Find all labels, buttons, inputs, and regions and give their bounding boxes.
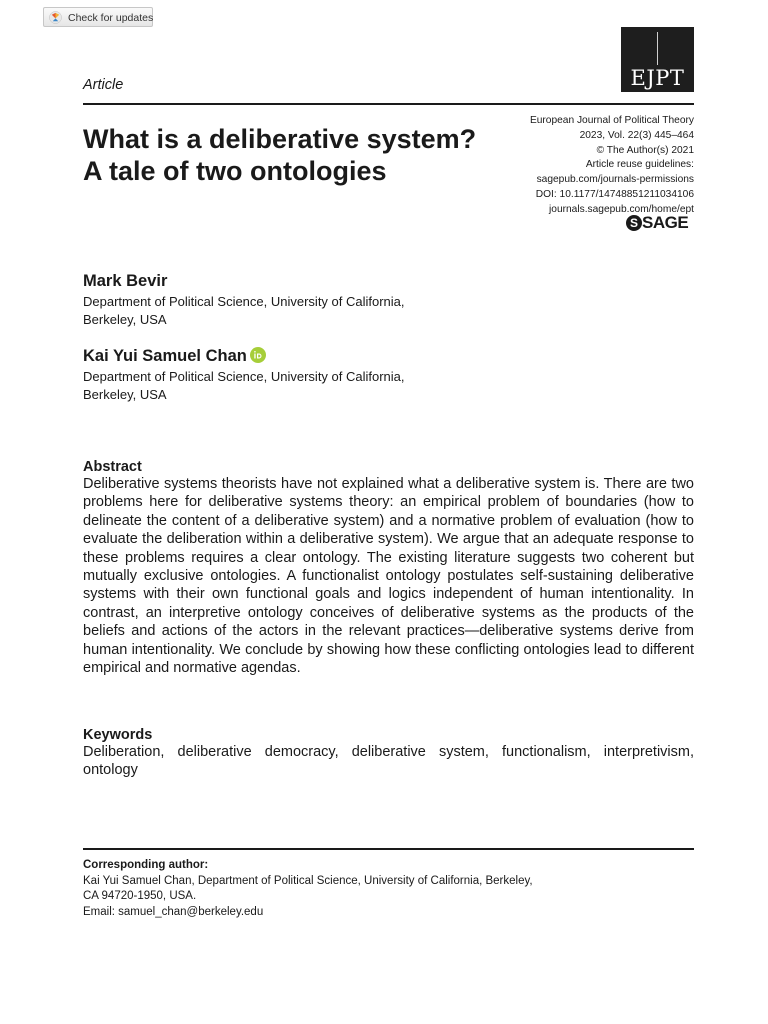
corresponding-author-heading: Corresponding author: [83,859,209,871]
author-block-2 [83,347,405,403]
author-name: Mark Bevir [83,272,168,290]
sage-icon: S [626,215,642,231]
article-type-label: Article [83,77,124,93]
reuse-guidelines-link[interactable]: sagepub.com/journals-permissions [536,174,694,186]
keywords-text: Deliberation, deliberative democracy, deliberative system, functionalism, interpretivism, ontology [83,744,694,779]
author-name: Kai Yui Samuel Chan [83,347,247,365]
corresponding-author-email[interactable]: Email: samuel_chan@berkeley.edu [83,905,264,918]
abstract-section [83,459,694,677]
orcid-icon[interactable] [250,347,266,363]
affiliation-line: Department of Political Science, University of California, [83,369,405,384]
journal-name: European Journal of Political Theory [529,115,694,126]
affiliation-line: Berkeley, USA [83,311,167,327]
header-divider [83,103,694,105]
check-for-updates-label: Check for updates [68,12,154,24]
keywords-heading: Keywords [83,727,153,743]
journal-logo [621,27,694,92]
affiliation-line: Berkeley, USA [83,386,167,402]
corresponding-author-line: Kai Yui Samuel Chan, Department of Political Science, University of California, Berkeley, [83,874,533,887]
article-title: What is a deliberative system? A tale of two ontologies [83,124,477,186]
logo-divider [657,32,658,65]
doi-link[interactable]: DOI: 10.1177/14748851211034106 [535,188,694,200]
affiliation-line: Department of Political Science, University of California, [83,294,405,309]
author-block-1 [83,272,405,328]
journal-home-link[interactable]: journals.sagepub.com/home/ept [549,203,694,215]
abstract-text: Deliberative systems theorists have not explained what a deliberative system is. There are two problems here for deliberative systems theory: an empirical problem of boundaries (how to delineate the content of a deliberative system) and a normative problem of evaluation (how to evaluate the deliberation within a deliberative system). We argue that an adequate response to these problems requires a clear ontology. The existing literature suggests two coherent but mutually exclusive ontologies. A functionalist ontology postulates self-sustaining deliberative systems with their own functional goals and logics independent of human intentionality. In contrast, an interpretive ontology conceives of deliberative systems as the products of the beliefs and actions of the actors in the relevant practices—deliberative systems derive from human intentionality. We conclude by showing how these conflicting ontologies lead to different empirical and normative agendas. [83,476,694,677]
author-affiliation [83,368,405,403]
check-for-updates-icon [49,11,62,24]
reuse-guidelines-label: Article reuse guidelines: [585,159,694,171]
corresponding-author-line: CA 94720-1950, USA. [83,890,197,902]
check-for-updates-button[interactable] [43,7,153,27]
publisher-logo [598,213,694,235]
journal-info [470,114,694,218]
author-affiliation [83,293,405,328]
corresponding-author [83,858,694,920]
abstract-heading: Abstract [83,459,142,475]
footer-divider [83,848,694,850]
copyright-notice: © The Author(s) 2021 [596,144,694,156]
keywords-section [83,727,694,780]
journal-volume: 2023, Vol. 22(3) 445–464 [579,129,694,141]
logo-text: EJPT [630,66,685,90]
author-name-row [83,347,405,366]
publisher-name: SAGE [642,213,689,232]
